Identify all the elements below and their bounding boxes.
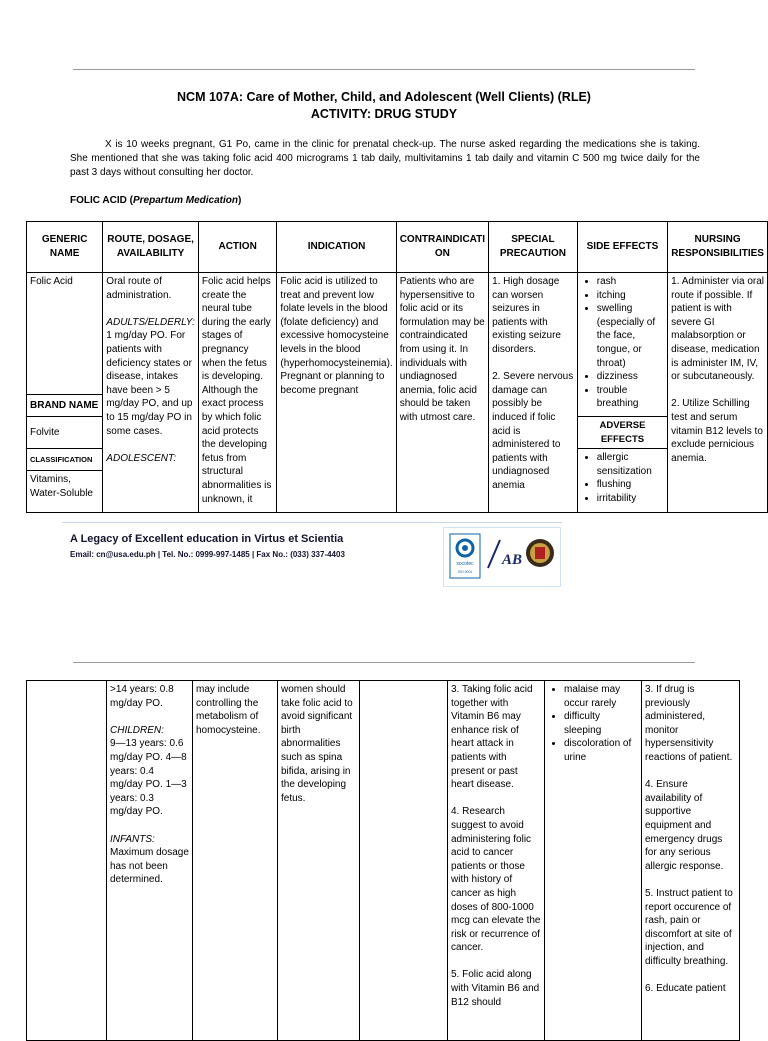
list-item: • rash <box>597 275 664 289</box>
adults-label: ADULTS/ELDERLY: <box>106 316 195 328</box>
precaution-cell <box>448 681 545 1041</box>
adolescent-dosage: >14 years: 0.8 mg/day PO. <box>110 684 174 709</box>
nursing-1: 1. Administer via oral route if possible. If patient is with severe GI malabsorption or disease, medication is administer IM, IV, or subcutaneously. <box>671 276 764 383</box>
list-item: • allergic sensitization <box>597 451 664 478</box>
adolescent-label: ADOLESCENT: <box>106 452 177 464</box>
drug-study-table-continued <box>26 680 740 1041</box>
page2-top-divider <box>73 662 695 663</box>
col-indication: INDICATION <box>277 222 396 273</box>
classification-value: Vitamins, Water-Soluble <box>27 471 103 513</box>
generic-name-cell <box>27 681 107 1041</box>
side-effects-list <box>581 275 664 411</box>
document-title: NCM 107A: Care of Mother, Child, and Adolescent (Well Clients) (RLE) <box>177 90 591 104</box>
precaution-2: 2. Severe nervous damage can possibly be induced if folic acid is administered to patients with undiagnosed anemia <box>492 371 574 491</box>
case-intro-text: X is 10 weeks pregnant, G1 Po, came in the clinic for prenatal check-up. The nurse asked regarding the medications she is taking. She mentioned that she was taking folic acid 400 micrograms 1 tab daily, multivitamins 1 tab daily and vitamin C 500 mg twice daily for the past 3 days without consulting her doctor. <box>70 139 700 178</box>
contraindication-cell: Patients who are hypersensitive to folic acid or its formulation may be contraindicated from using it. In individuals with undiagnosed anemia, folic acid should be taken with utmost care. <box>396 273 488 513</box>
precaution-1: 1. High dosage can worsen seizures in patients with existing seizure disorders. <box>492 276 561 355</box>
contraindication-cell <box>360 681 448 1041</box>
route-cell <box>107 681 193 1041</box>
list-item: • discoloration of urine <box>564 737 638 764</box>
document-subtitle: ACTIVITY: DRUG STUDY <box>310 107 458 121</box>
logo-iso-text: ISO 9001 <box>457 570 473 574</box>
col-action: ACTION <box>198 222 277 273</box>
section-note: Prepartum Medication <box>132 195 238 206</box>
section-close: ) <box>238 195 242 206</box>
nursing-2: 2. Utilize Schilling test and serum vitamin B12 levels to exclude pernicious anemia. <box>671 398 763 464</box>
table-header-row <box>27 222 768 273</box>
nursing-cell <box>668 273 768 513</box>
drug-study-table <box>26 221 768 513</box>
children-dosage: 9—13 years: 0.6 mg/day PO. 4—8 years: 0.4 mg/day PO. 1—3 years: 0.3 mg/day PO. <box>110 738 187 818</box>
adverse-effects-label: ADVERSE EFFECTS <box>577 417 667 449</box>
precaution-3: 3. Taking folic acid together with Vitamin B6 may enhance risk of heart attack in patients with present or past heart disease. <box>451 684 533 791</box>
table-row <box>27 681 740 1041</box>
col-side-effects: SIDE EFFECTS <box>577 222 667 273</box>
footer-tagline: A Legacy of Excellent education in Virtus et Scientia <box>70 533 344 545</box>
col-route: ROUTE, DOSAGE, AVAILABILITY <box>103 222 199 273</box>
precaution-4: 4. Research suggest to avoid administering folic acid to cancer patients or those with history of cancer as high doses of 800-1000 mcg can elevate the risk or recurrence of cancer. <box>451 806 541 954</box>
infants-label: INFANTS: <box>110 833 155 845</box>
action-cell: Folic acid helps create the neural tube during the early stages of pregnancy when the fetus is developing. Although the exact process by which folic acid protects the developing fetus from structural abnormalities is unknown, it <box>198 273 277 513</box>
col-generic-name: GENERIC NAME <box>27 222 103 273</box>
precaution-cell <box>489 273 578 513</box>
list-item: • swelling (especially of the face, tongue, or throat) <box>597 302 664 370</box>
section-heading <box>70 194 241 208</box>
nursing-cell <box>642 681 740 1041</box>
accreditation-logos <box>443 527 561 587</box>
logo-ab-text: AB <box>502 552 523 568</box>
nursing-5: 5. Instruct patient to report occurence of rash, pain or discomfort at site of injection, and difficulty breathing. <box>645 887 733 967</box>
footer-contact: Email: cn@usa.edu.ph | Tel. No.: 0999-997-1485 | Fax No.: (033) 337-4403 <box>70 550 345 559</box>
brand-name-label: BRAND NAME <box>27 395 103 417</box>
brand-name-value: Folvite <box>27 417 103 449</box>
indication-cell: Folic acid is utilized to treat and prevent low folate levels in the blood (folate deficiency) and excessive homocysteine levels in the blood (hyperhomocysteinemia). Pregnant or planning to become pregnant <box>277 273 396 513</box>
nursing-6: 6. Educate patient <box>645 983 726 995</box>
list-item: • dizziness <box>597 370 664 384</box>
adults-dosage: 1 mg/day PO. For patients with deficiency states or disease, intakes have been > 5 mg/day PO, and up to 15 mg/day PO in some cases. <box>106 330 193 437</box>
accreditation-logos-graphic <box>444 528 560 586</box>
children-label: CHILDREN: <box>110 724 164 736</box>
case-intro <box>70 138 700 180</box>
list-item: • itching <box>597 289 664 303</box>
table-row <box>27 273 768 395</box>
col-contraindication: CONTRAINDICATI ON <box>396 222 488 273</box>
list-item: • flushing <box>597 478 664 492</box>
list-item: • malaise may occur rarely <box>564 683 638 710</box>
infants-dosage: Maximum dosage has not been determined. <box>110 847 189 886</box>
side-effects-cell <box>577 273 667 417</box>
precaution-5: 5. Folic acid along with Vitamin B6 and B12 should <box>451 969 540 1008</box>
generic-name-cell: Folic Acid <box>27 273 103 395</box>
side-effects-list <box>548 683 638 765</box>
list-item: • difficulty sleeping <box>564 710 638 737</box>
adverse-effects-cell <box>577 449 667 513</box>
col-special-precaution: SPECIAL PRECAUTION <box>489 222 578 273</box>
footer-divider <box>62 522 562 523</box>
classification-label: CLASSIFICATION <box>27 449 103 471</box>
top-divider <box>73 69 695 70</box>
col-nursing: NURSING RESPONSIBILITIES <box>668 222 768 273</box>
indication-cell: women should take folic acid to avoid significant birth abnormalities such as spina bifida, arising in the developing fetus. <box>278 681 360 1041</box>
action-cell: may include controlling the metabolism of homocysteine. <box>193 681 278 1041</box>
logo-socotec-text: socotec <box>456 561 474 567</box>
adverse-effects-list <box>581 451 664 505</box>
list-item: • irritability <box>597 492 664 506</box>
section-drug: FOLIC ACID ( <box>70 195 133 206</box>
route-cell <box>103 273 199 513</box>
nursing-4: 4. Ensure availability of supportive equipment and emergency drugs for any serious allergic response. <box>645 779 724 872</box>
side-effects-cell <box>545 681 642 1041</box>
nursing-3: 3. If drug is previously administered, monitor hypersensitivity reactions of patient. <box>645 684 733 763</box>
list-item: • trouble breathing <box>597 384 664 411</box>
route-oral: Oral route of administration. <box>106 276 172 301</box>
